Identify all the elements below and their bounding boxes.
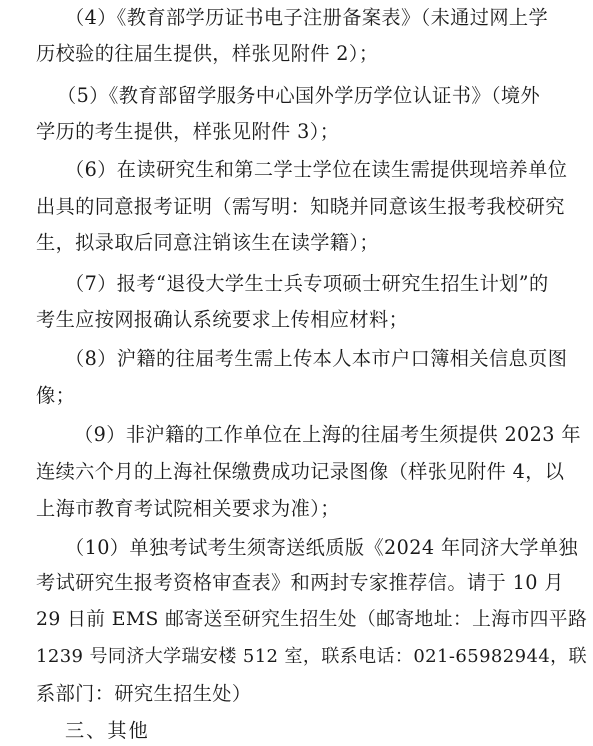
- item-9-line-2: 连续六个月的上海社保缴费成功记录图像（样张见附件 4，以: [36, 460, 565, 483]
- item-4-line-1: （4）《教育部学历证书电子注册备案表》（未通过网上学: [65, 6, 549, 29]
- item-4-line-2: 历校验的往届生提供，样张见附件 2）；: [36, 42, 379, 65]
- item-10-line-4: 1239 号同济大学瑞安楼 512 室，联系电话：021-65982944，联: [36, 646, 587, 667]
- item-7-line-2: 考生应按网报确认系统要求上传相应材料；: [36, 308, 409, 331]
- item-8-line-1: （8）沪籍的往届考生需上传本人本市户口簿相关信息页图: [65, 347, 568, 370]
- item-10-line-2: 考试研究生报考资格审查表》和两封专家推荐信。请于 10 月: [36, 571, 564, 594]
- item-10-line-1: （10）单独考试考生须寄送纸质版《2024 年同济大学单独: [65, 536, 579, 559]
- item-5-line-2: 学历的考生提供，样张见附件 3）；: [36, 120, 340, 143]
- item-9-line-3: 上海市教育考试院相关要求为准）；: [36, 497, 340, 520]
- item-7-line-1: （7）报考“退役大学生士兵专项硕士研究生招生计划”的: [65, 272, 549, 295]
- item-6-line-1: （6）在读研究生和第二学士学位在读生需提供现培养单位: [65, 158, 568, 181]
- section-heading: 三、其他: [65, 719, 150, 742]
- item-6-line-3: 生，拟录取后同意注销该生在读学籍）；: [36, 231, 379, 254]
- item-10-line-5: 系部门：研究生招生处）: [36, 682, 252, 705]
- item-5-line-1: （5）《教育部留学服务中心国外学历学位认证书》（境外: [57, 84, 541, 107]
- item-6-line-2: 出具的同意报考证明（需写明：知晓并同意该生报考我校研究: [36, 195, 565, 218]
- item-8-line-2: 像；: [36, 384, 76, 407]
- item-9-line-1: （9）非沪籍的工作单位在上海的往届考生须提供 2023 年: [74, 423, 581, 446]
- item-10-line-3: 29 日前 EMS 邮寄送至研究生招生处（邮寄地址：上海市四平路: [36, 609, 588, 630]
